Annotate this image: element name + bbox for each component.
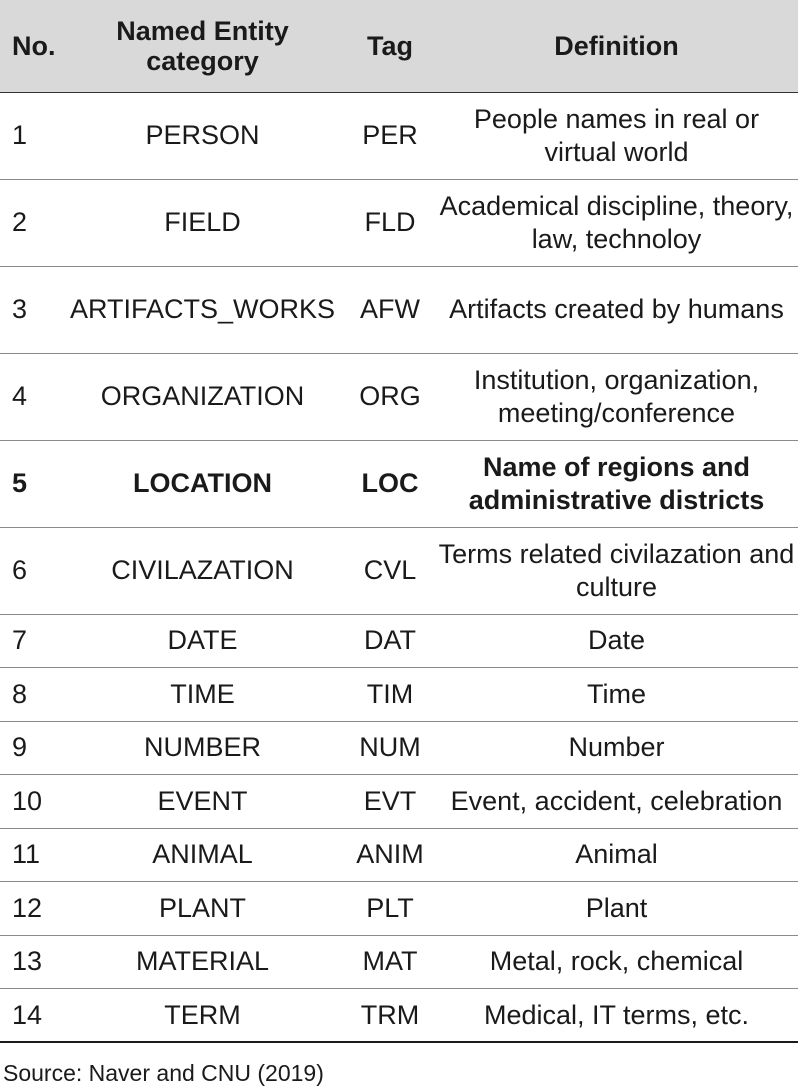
table-row <box>0 935 798 989</box>
table-row <box>0 989 798 1043</box>
cell-category: EVENT <box>157 785 248 816</box>
cell-tag: ANIM <box>356 839 424 870</box>
cell-no: 1 <box>12 120 28 150</box>
cell-no: 8 <box>12 678 28 709</box>
table-body <box>0 92 798 1042</box>
cell-tag: DAT <box>364 625 416 656</box>
table-row <box>0 266 798 353</box>
cell-tag: CVL <box>363 555 417 585</box>
table-row <box>0 614 798 668</box>
cell-definition: Event, accident, celebration <box>450 785 783 816</box>
cell-definition: Terms related civilazation and culture <box>438 538 795 602</box>
cell-definition: Medical, IT terms, etc. <box>483 999 750 1030</box>
cell-definition: Plant <box>585 892 648 923</box>
header-category: Named Entity category <box>116 15 289 76</box>
cell-tag: PLT <box>366 892 414 923</box>
cell-no: 4 <box>12 381 28 411</box>
cell-definition: Number <box>568 732 665 763</box>
cell-no: 2 <box>12 207 28 237</box>
cell-definition: Date <box>587 625 646 656</box>
table-row <box>0 179 798 266</box>
header-no: No. <box>12 30 56 61</box>
cell-category: LOCATION <box>133 468 272 498</box>
cell-definition: Time <box>587 678 646 709</box>
cell-tag: TRM <box>360 999 420 1030</box>
cell-no: 13 <box>12 946 43 977</box>
table-row <box>0 92 798 179</box>
cell-category: NUMBER <box>143 732 261 763</box>
table-row <box>0 775 798 829</box>
cell-category: FIELD <box>164 207 241 237</box>
cell-tag: FLD <box>364 207 416 237</box>
cell-category: TIME <box>170 678 235 709</box>
cell-tag: NUM <box>359 732 421 763</box>
cell-definition: Animal <box>575 839 658 870</box>
source-note: Source: Naver and CNU (2019) <box>3 1060 324 1086</box>
cell-tag: TIM <box>366 678 414 709</box>
cell-no: 14 <box>12 999 43 1030</box>
table-row <box>0 668 798 722</box>
cell-tag: ORG <box>359 381 421 411</box>
cell-tag: LOC <box>361 468 419 498</box>
cell-category: DATE <box>167 625 238 656</box>
table-row <box>0 353 798 440</box>
header-tag: Tag <box>367 30 413 61</box>
cell-definition: Artifacts created by humans <box>449 294 784 324</box>
table-row <box>0 828 798 882</box>
cell-category: PERSON <box>145 120 260 150</box>
cell-no: 6 <box>12 555 28 585</box>
cell-category: ARTIFACTS_WORKS <box>69 294 336 324</box>
cell-no: 7 <box>12 625 28 656</box>
cell-tag: EVT <box>363 785 417 816</box>
header-definition: Definition <box>554 30 679 61</box>
cell-tag: PER <box>362 120 418 150</box>
cell-definition: Academical discipline, theory, law, technoloy <box>439 190 794 254</box>
cell-definition: Metal, rock, chemical <box>489 946 744 977</box>
cell-category: ORGANIZATION <box>100 381 305 411</box>
table-header <box>0 0 798 92</box>
cell-no: 9 <box>12 732 28 763</box>
cell-category: PLANT <box>158 892 247 923</box>
cell-category: MATERIAL <box>135 946 270 977</box>
cell-no: 11 <box>12 839 41 870</box>
table-row <box>0 882 798 936</box>
table-row <box>0 721 798 775</box>
table-row <box>0 527 798 614</box>
cell-category: ANIMAL <box>152 839 253 870</box>
cell-tag: AFW <box>360 294 420 324</box>
cell-no: 5 <box>12 468 28 498</box>
cell-definition: People names in real or virtual world <box>473 103 760 167</box>
header-row <box>0 0 798 92</box>
table-row-highlighted <box>0 440 798 527</box>
cell-category: TERM <box>164 999 241 1030</box>
cell-no: 10 <box>12 785 43 816</box>
cell-category: CIVILAZATION <box>111 555 294 585</box>
cell-definition: Institution, organization, meeting/conference <box>473 364 760 428</box>
cell-no: 12 <box>12 892 43 923</box>
cell-tag: MAT <box>362 946 418 977</box>
cell-definition: Name of regions and administrative districts <box>468 451 765 515</box>
cell-no: 3 <box>12 294 28 324</box>
